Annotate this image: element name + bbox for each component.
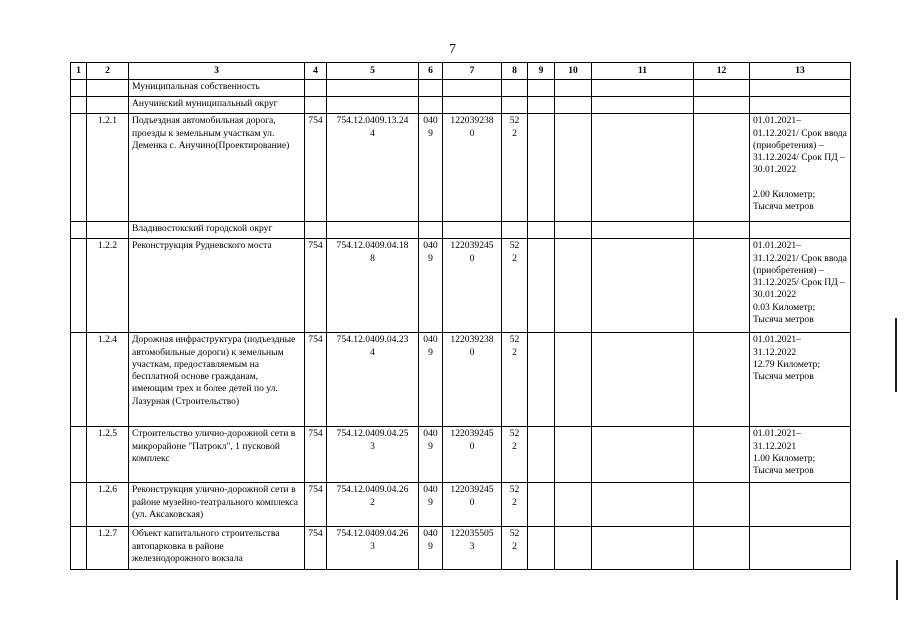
column-header: 3	[129, 63, 305, 80]
cell-col4: 754	[305, 239, 327, 333]
column-header: 10	[555, 63, 592, 80]
page-number: 7	[449, 42, 456, 57]
cell-col8: 52 2	[502, 333, 528, 427]
column-header: 6	[419, 63, 443, 80]
section-title: Муниципальная собственность	[129, 80, 305, 97]
cell-col8: 52 2	[502, 527, 528, 570]
row-number: 1.2.4	[87, 333, 129, 427]
column-header: 12	[694, 63, 750, 80]
cell-col4: 754	[305, 114, 327, 222]
column-header: 4	[305, 63, 327, 80]
cell-col8: 52 2	[502, 483, 528, 527]
cell-col7: 122039238 0	[443, 114, 502, 222]
cell-col7: 122039245 0	[443, 239, 502, 333]
table-row	[71, 239, 851, 333]
cell-col7: 122039238 0	[443, 333, 502, 427]
column-header: 5	[327, 63, 419, 80]
cell-col6: 040 9	[419, 427, 443, 483]
section-row	[71, 80, 851, 97]
section-row	[71, 97, 851, 114]
cell-col6: 040 9	[419, 333, 443, 427]
cell-col8: 52 2	[502, 427, 528, 483]
object-name: Реконструкция Рудневского моста	[129, 239, 305, 333]
table-row	[71, 483, 851, 527]
cell-col13	[750, 483, 851, 527]
section-title: Анучинский муниципальный округ	[129, 97, 305, 114]
cell-col6: 040 9	[419, 527, 443, 570]
column-header: 2	[87, 63, 129, 80]
budget-table	[70, 62, 851, 570]
section-row	[71, 222, 851, 239]
cell-col5: 754.12.0409.13.24 4	[327, 114, 419, 222]
table-row	[71, 427, 851, 483]
cell-col13: 01.01.2021– 31.12.2021/ Срок ввода (приобретения) – 31.12.2025/ Срок ПД – 30.01.2022 0.03 Километр; Тысяча метров	[750, 239, 851, 333]
cell-col5: 754.12.0409.04.18 8	[327, 239, 419, 333]
row-number: 1.2.2	[87, 239, 129, 333]
table-row	[71, 333, 851, 427]
object-name: Реконструкция улично-дорожной сети в районе музейно-театрального комплекса (ул. Аксаковская)	[129, 483, 305, 527]
column-header: 9	[528, 63, 555, 80]
object-name: Подъездная автомобильная дорога, проезды к земельным участкам ул. Деменка с. Анучино(Проектирование)	[129, 114, 305, 222]
cell-col8: 52 2	[502, 239, 528, 333]
cell-col7: 122039245 0	[443, 427, 502, 483]
cell-col13: 01.01.2021– 01.12.2021/ Срок ввода (приобретения) – 31.12.2024/ Срок ПД – 30.01.2022 2.00 Километр; Тысяча метров	[750, 114, 851, 222]
cell-col6: 040 9	[419, 239, 443, 333]
cell-col5: 754.12.0409.04.26 2	[327, 483, 419, 527]
cell-col6: 040 9	[419, 483, 443, 527]
row-number: 1.2.1	[87, 114, 129, 222]
column-header: 8	[502, 63, 528, 80]
scan-edge-mark	[896, 560, 898, 600]
table-row	[71, 527, 851, 570]
cell-col13: 01.01.2021– 31.12.2022 12.79 Километр; Тысяча метров	[750, 333, 851, 427]
table-row	[71, 114, 851, 222]
object-name: Объект капитального строительства автопарковка в районе железнодорожного вокзала	[129, 527, 305, 570]
cell-col7: 122035505 3	[443, 527, 502, 570]
cell-col5: 754.12.0409.04.23 4	[327, 333, 419, 427]
cell-col4: 754	[305, 483, 327, 527]
cell-col4: 754	[305, 527, 327, 570]
cell-col5: 754.12.0409.04.26 3	[327, 527, 419, 570]
row-number: 1.2.7	[87, 527, 129, 570]
cell-col4: 754	[305, 333, 327, 427]
cell-col8: 52 2	[502, 114, 528, 222]
cell-col13	[750, 527, 851, 570]
cell-col7: 122039245 0	[443, 483, 502, 527]
object-name: Дорожная инфраструктура (подъездные автомобильные дороги) к земельным участкам, предоставляемым на бесплатной основе гражданам, имеющим трех и более детей по ул. Лазурная (Строительство)	[129, 333, 305, 427]
header-row	[71, 63, 851, 80]
column-header: 1	[71, 63, 87, 80]
row-number: 1.2.6	[87, 483, 129, 527]
section-title: Владивостокский городской округ	[129, 222, 305, 239]
object-name: Строительство улично-дорожной сети в микрорайоне "Патрокл", 1 пусковой комплекс	[129, 427, 305, 483]
scan-edge-mark	[895, 318, 897, 392]
column-header: 13	[750, 63, 851, 80]
column-header: 7	[443, 63, 502, 80]
cell-col4: 754	[305, 427, 327, 483]
cell-col6: 040 9	[419, 114, 443, 222]
column-header: 11	[592, 63, 694, 80]
row-number: 1.2.5	[87, 427, 129, 483]
cell-col13: 01.01.2021– 31.12.2021 1.00 Километр; Тысяча метров	[750, 427, 851, 483]
cell-col5: 754.12.0409.04.25 3	[327, 427, 419, 483]
